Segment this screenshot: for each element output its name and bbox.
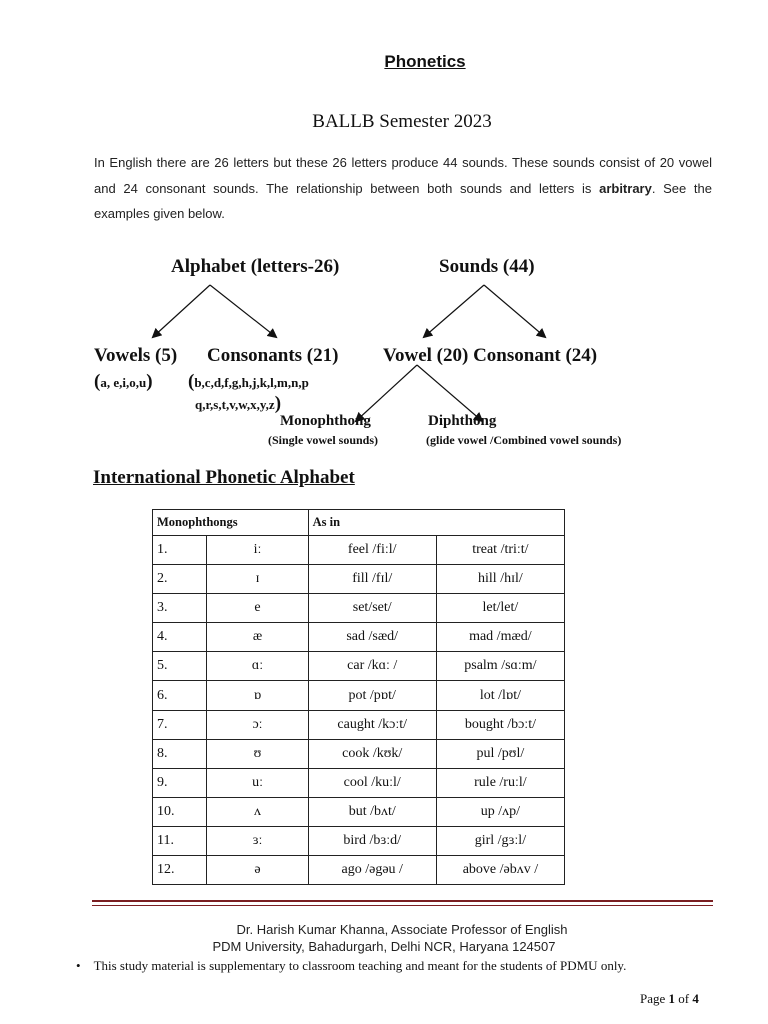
ipa-heading: International Phonetic Alphabet bbox=[93, 467, 355, 488]
row-symbol: ɪ bbox=[207, 565, 308, 594]
page-of: of bbox=[675, 991, 693, 1006]
intro-text-1: In English there are 26 letters but these 26 letters produce 44 sounds. These sounds consist of 20 vowel and 24 consonant sounds. The relationship between both sounds and letters is bbox=[94, 155, 712, 196]
row-example-1: fill /fɪl/ bbox=[308, 565, 436, 594]
row-example-1: set/set/ bbox=[308, 594, 436, 623]
row-example-1: bird /bɜːd/ bbox=[308, 826, 436, 855]
row-symbol: ɔː bbox=[207, 710, 308, 739]
row-example-2: psalm /sɑːm/ bbox=[436, 652, 564, 681]
table-row bbox=[153, 826, 565, 855]
row-symbol: ʌ bbox=[207, 797, 308, 826]
row-example-2: bought /bɔːt/ bbox=[436, 710, 564, 739]
page-subtitle: BALLB Semester 2023 bbox=[312, 111, 492, 132]
row-example-1: ago /əgəu / bbox=[308, 856, 436, 885]
arrow-alphabet-vowels bbox=[153, 285, 210, 337]
row-example-2: pul /pʊl/ bbox=[436, 739, 564, 768]
consonants-list-line2 bbox=[195, 393, 281, 415]
row-example-2: let/let/ bbox=[436, 594, 564, 623]
arrow-sounds-consonant bbox=[484, 285, 545, 337]
table-row bbox=[153, 536, 565, 565]
intro-text-2: . See the examples given below. bbox=[94, 180, 712, 221]
row-example-1: cool /kuːl/ bbox=[308, 768, 436, 797]
row-number: 2. bbox=[153, 565, 207, 594]
footer-rule-thin bbox=[92, 905, 713, 906]
table-row bbox=[153, 623, 565, 652]
page-number bbox=[640, 991, 699, 1007]
arrow-alphabet-consonants bbox=[210, 285, 276, 337]
row-example-2: treat /triːt/ bbox=[436, 536, 564, 565]
vowels-list-text: a, e,i,o,u bbox=[100, 375, 147, 390]
vowels-paren-open: ( bbox=[94, 371, 101, 392]
row-example-2: mad /mæd/ bbox=[436, 623, 564, 652]
table-row bbox=[153, 710, 565, 739]
alphabet-heading: Alphabet (letters-26) bbox=[171, 256, 340, 277]
row-symbol: ʊ bbox=[207, 739, 308, 768]
table-header-monophthongs: Monophthongs bbox=[153, 510, 309, 536]
table-row bbox=[153, 797, 565, 826]
table-row bbox=[153, 739, 565, 768]
row-example-2: up /ʌp/ bbox=[436, 797, 564, 826]
vowels-paren-close: ) bbox=[146, 371, 153, 392]
row-number: 5. bbox=[153, 652, 207, 681]
vowel-consonant-sounds-label: Vowel (20) Consonant (24) bbox=[383, 345, 598, 366]
consonants-line2-text: q,r,s,t,v,w,x,y,z bbox=[195, 397, 275, 412]
consonants-paren-close: ) bbox=[274, 393, 282, 414]
table-row bbox=[153, 681, 565, 710]
sounds-heading: Sounds (44) bbox=[439, 256, 535, 277]
row-symbol: iː bbox=[207, 536, 308, 565]
table-row bbox=[153, 565, 565, 594]
row-example-1: caught /kɔːt/ bbox=[308, 710, 436, 739]
row-number: 11. bbox=[153, 826, 207, 855]
row-number: 4. bbox=[153, 623, 207, 652]
row-number: 1. bbox=[153, 536, 207, 565]
monophthong-desc: (Single vowel sounds) bbox=[268, 433, 379, 447]
row-example-1: cook /kʊk/ bbox=[308, 739, 436, 768]
row-example-2: lot /lɒt/ bbox=[436, 681, 564, 710]
table-header-row bbox=[153, 510, 565, 536]
row-number: 3. bbox=[153, 594, 207, 623]
row-example-1: but /bʌt/ bbox=[308, 797, 436, 826]
page-prefix: Page bbox=[640, 991, 669, 1006]
row-symbol: ɜː bbox=[207, 826, 308, 855]
table-row bbox=[153, 768, 565, 797]
row-symbol: ɑː bbox=[207, 652, 308, 681]
vowels-label: Vowels (5) bbox=[94, 345, 178, 366]
row-number: 10. bbox=[153, 797, 207, 826]
page-title: Phonetics bbox=[384, 52, 466, 71]
row-example-2: above /əbʌv / bbox=[436, 856, 564, 885]
footer-note bbox=[76, 958, 626, 974]
row-symbol: e bbox=[207, 594, 308, 623]
row-number: 7. bbox=[153, 710, 207, 739]
diphthong-label: Diphthong bbox=[428, 413, 497, 429]
page-current: 1 bbox=[668, 991, 676, 1006]
monophthong-label: Monophthong bbox=[280, 413, 371, 429]
row-number: 8. bbox=[153, 739, 207, 768]
table-row bbox=[153, 856, 565, 885]
row-symbol: æ bbox=[207, 623, 308, 652]
row-example-2: rule /ruːl/ bbox=[436, 768, 564, 797]
footer-rule bbox=[92, 900, 713, 902]
table-header-as-in: As in bbox=[308, 510, 564, 536]
row-example-1: car /kɑː / bbox=[308, 652, 436, 681]
row-example-2: hill /hɪl/ bbox=[436, 565, 564, 594]
row-number: 9. bbox=[153, 768, 207, 797]
ipa-table bbox=[152, 509, 565, 885]
row-example-2: girl /gɜːl/ bbox=[436, 826, 564, 855]
diphthong-desc: (glide vowel /Combined vowel sounds) bbox=[426, 433, 622, 447]
table-row bbox=[153, 594, 565, 623]
row-example-1: pot /pɒt/ bbox=[308, 681, 436, 710]
row-symbol: uː bbox=[207, 768, 308, 797]
row-number: 6. bbox=[153, 681, 207, 710]
bullet-icon: • bbox=[76, 958, 94, 973]
intro-bold-word: arbitrary bbox=[599, 180, 652, 196]
row-symbol: ə bbox=[207, 856, 308, 885]
arrow-sounds-vowel bbox=[424, 285, 484, 337]
footer-author: Dr. Harish Kumar Khanna, Associate Professor of English bbox=[236, 922, 568, 937]
table-row bbox=[153, 652, 565, 681]
consonants-line1-text: b,c,d,f,g,h,j,k,l,m,n,p bbox=[194, 375, 309, 390]
page-total: 4 bbox=[692, 991, 699, 1006]
row-symbol: ɒ bbox=[207, 681, 308, 710]
row-example-1: feel /fiːl/ bbox=[308, 536, 436, 565]
consonants-label: Consonants (21) bbox=[207, 345, 339, 366]
footer-university: PDM University, Bahadurgarh, Delhi NCR, Haryana 124507 bbox=[212, 939, 556, 954]
row-example-1: sad /sæd/ bbox=[308, 623, 436, 652]
consonants-paren-open: ( bbox=[188, 371, 195, 392]
row-number: 12. bbox=[153, 856, 207, 885]
footer-note-text: This study material is supplementary to classroom teaching and meant for the students of PDMU only. bbox=[93, 958, 627, 973]
consonants-list-line1 bbox=[188, 371, 309, 393]
vowels-list bbox=[94, 371, 153, 393]
